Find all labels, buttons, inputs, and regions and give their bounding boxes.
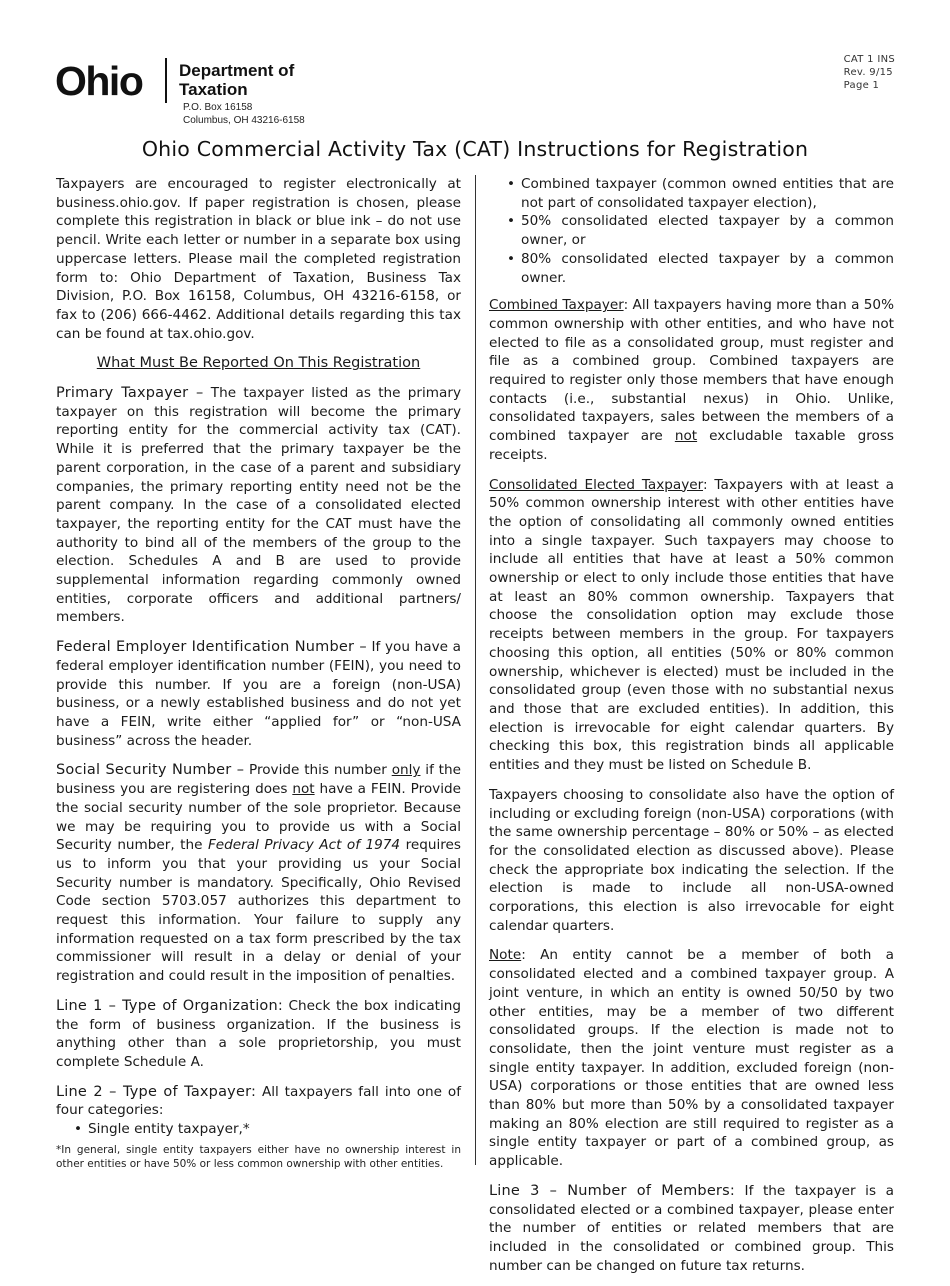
fein-lead: Federal Employer Identification Number – [56,639,367,656]
footnote: *In general, single entity taxpayers either have no ownership interest in other entities or have 50% or less common ownership with other entities. [56,1144,461,1170]
section-heading: What Must Be Reported On This Registration [96,355,421,372]
line3-lead: Line 3 – Number of Members: [489,1182,735,1199]
combined-taxpayer-lead: Combined Taxpayer [489,297,624,314]
ssn-emphasis-only: only [391,762,421,779]
ssn-text-4: requires us to inform you that your providing us your Social Security number is mandatory. Specifically, Ohio Revised Code section 5703.057 authorizes this department to request this information. Your failure to supply any information requested on a tax form prescribed by the tax commissioner will result in a delay or denial of your registration and could result in the imposition of penalties. [56,837,461,985]
line1-paragraph [56,997,461,1072]
line2-paragraph [56,1083,461,1120]
line2-text: All taxpayers fall into one of four categories: [56,1083,461,1119]
ssn-text-2: if the business you are registering does [56,762,461,798]
consolidated-taxpayer-paragraph [489,476,894,775]
line3-text: If the taxpayer is a consolidated elected or a combined taxpayer, please enter the number of entities or related members that are included in the consolidated or combined group. This number can be changed on future tax returns. [489,1182,894,1274]
column-divider [475,175,476,1165]
line2-lead: Line 2 – Type of Taxpayer: [56,1083,257,1100]
primary-taxpayer-lead: Primary Taxpayer – [56,385,204,402]
ssn-text-1: Provide this number [244,762,392,779]
list-item: • 50% consolidated elected taxpayer by a common owner, or [489,212,894,249]
dept-line-1: Department of [179,61,295,80]
address-line-1: P.O. Box 16158 [183,102,253,113]
fein-text: If you have a federal employer identification number (FEIN), you need to provide this number. If you are a foreign (non-USA) business, or a newly established business and do not yet have a FEIN, write either “applied for” or “non-USA business” across the header. [56,639,461,749]
foreign-corporations-paragraph: Taxpayers choosing to consolidate also have the option of including or excluding foreign (non-USA) corporations (with the same ownership percentage – 80% or 50% – as elected for the consolidated election as discussed above). Please check the appropriate box indicating the selection. If the election is made to include all non-USA-owned corporations, this election is also irrevocable for eight calendar quarters. [489,786,894,934]
right-column [489,175,894,1286]
combined-taxpayer-paragraph [489,296,894,464]
combined-text-1: : All taxpayers having more than a 50% common ownership with other entities, and who have not elected to file as a consolidated group, must register and file as a combined group. Combined taxpayers are required to register only those members that have enough contacts (i.e., substantial nexus) in Ohio. Unlike, consolidated taxpayers, sales between the members of a combined taxpayer are [489,297,894,445]
form-revision: Rev. 9/15 [843,67,893,78]
line3-paragraph [489,1182,894,1276]
line1-text: Check the box indicating the form of business organization. If the business is anything other than a sole proprietorship, you must complete Schedule A. [56,997,461,1070]
ssn-text-3: have a FEIN. Provide the social security number of the sole proprietor. Because we may be requiring you to provide us with a Social Security number, the [56,781,461,854]
combined-emphasis-not: not [674,428,698,445]
ssn-emphasis-not: not [292,781,315,798]
intro-paragraph: Taxpayers are encouraged to register electronically at business.ohio.gov. If paper registration is chosen, please complete this registration in black or blue ink – do not use pencil. Write each letter or number in a separate box using uppercase letters. Please mail the completed registration form to: Ohio Department of Taxation, Business Tax Division, P.O. Box 16158, Columbus, OH 43216-6158, or fax to (206) 666-4462. Additional details regarding this tax can be found at tax.ohio.gov. [56,176,461,342]
form-identifier [844,53,895,92]
consolidated-taxpayer-lead: Consolidated Elected Taxpayer [489,476,704,493]
dept-line-2: Taxation [179,80,248,99]
list-item: • Single entity taxpayer,* [56,1120,461,1139]
left-column [56,175,461,1148]
ssn-paragraph [56,761,461,985]
logo-divider [165,58,167,103]
taxpayer-category-list [56,1120,461,1139]
list-item: • 80% consolidated elected taxpayer by a common owner. [489,250,894,287]
page-title: Ohio Commercial Activity Tax (CAT) Instructions for Registration [141,137,809,161]
note-paragraph [489,946,894,1170]
note-text: : An entity cannot be a member of both a consolidated elected and a combined taxpayer group. A joint venture, in which an entity is owned 50/50 by two other entities, may be a member of two different consolidated groups. If the election is made not to consolidate, then the joint venture must register as a single entity taxpayer. In addition, excluded foreign (non-USA) corporations or those entities that are owned less than 80% but more than 50% by a consolidated taxpayer making an 80% election are still required to register as a single entity taxpayer or part of a combined group, as applicable. [489,947,894,1170]
primary-taxpayer-paragraph [56,384,461,627]
mailing-address [183,101,305,127]
ssn-lead: Social Security Number – [56,762,245,779]
fein-paragraph [56,638,461,750]
address-line-2: Columbus, OH 43216-6158 [183,115,305,126]
combined-text-2: excludable taxable gross receipts. [489,428,894,463]
privacy-act-citation: Federal Privacy Act of 1974 [207,837,401,854]
consolidated-text: : Taxpayers with at least a 50% common ownership interest with other entities have the option of consolidating all commonly owned entities into a single taxpayer. Such taxpayers may choose to include all entities that have at least a 50% common ownership or elect to only include those entities that have at least an 80% common ownership. Taxpayers that choose the consolidation option may exclude those receipts between members in the group. For taxpayers choosing this option, all entities (50% or 80% common ownership, whichever is elected) must be included in the consolidated group (even those with no substantial nexus and those that are excluded entities). In addition, this election is irrevocable for eight calendar quarters. By checking this box, this registration binds all applicable entities and they must be listed on Schedule B. [489,476,894,774]
department-name [179,61,294,99]
page-header [55,55,895,135]
line1-lead: Line 1 – Type of Organization: [56,997,283,1014]
note-lead: Note [489,947,522,964]
page-number: Page 1 [843,80,880,91]
primary-taxpayer-text: The taxpayer listed as the primary taxpayer on this registration will become the primary reporting entity for the commercial activity tax (CAT). While it is preferred that the primary taxpayer be the parent corporation, in the case of a parent and subsidiary companies, the primary reporting entity need not be the parent company. In the case of a consolidated elected taxpayer, the reporting entity for the CAT must have the authority to bind all of the members of the group to the election. Schedules A and B are used to provide supplemental information regarding commonly owned entities, corporate officers and additional partners/ members. [56,385,462,626]
ohio-logo: Ohio [55,58,143,104]
list-item: • Combined taxpayer (common owned entities that are not part of consolidated taxpayer election), [489,175,894,212]
taxpayer-category-list-continued [489,175,894,287]
form-number: CAT 1 INS [843,54,895,65]
